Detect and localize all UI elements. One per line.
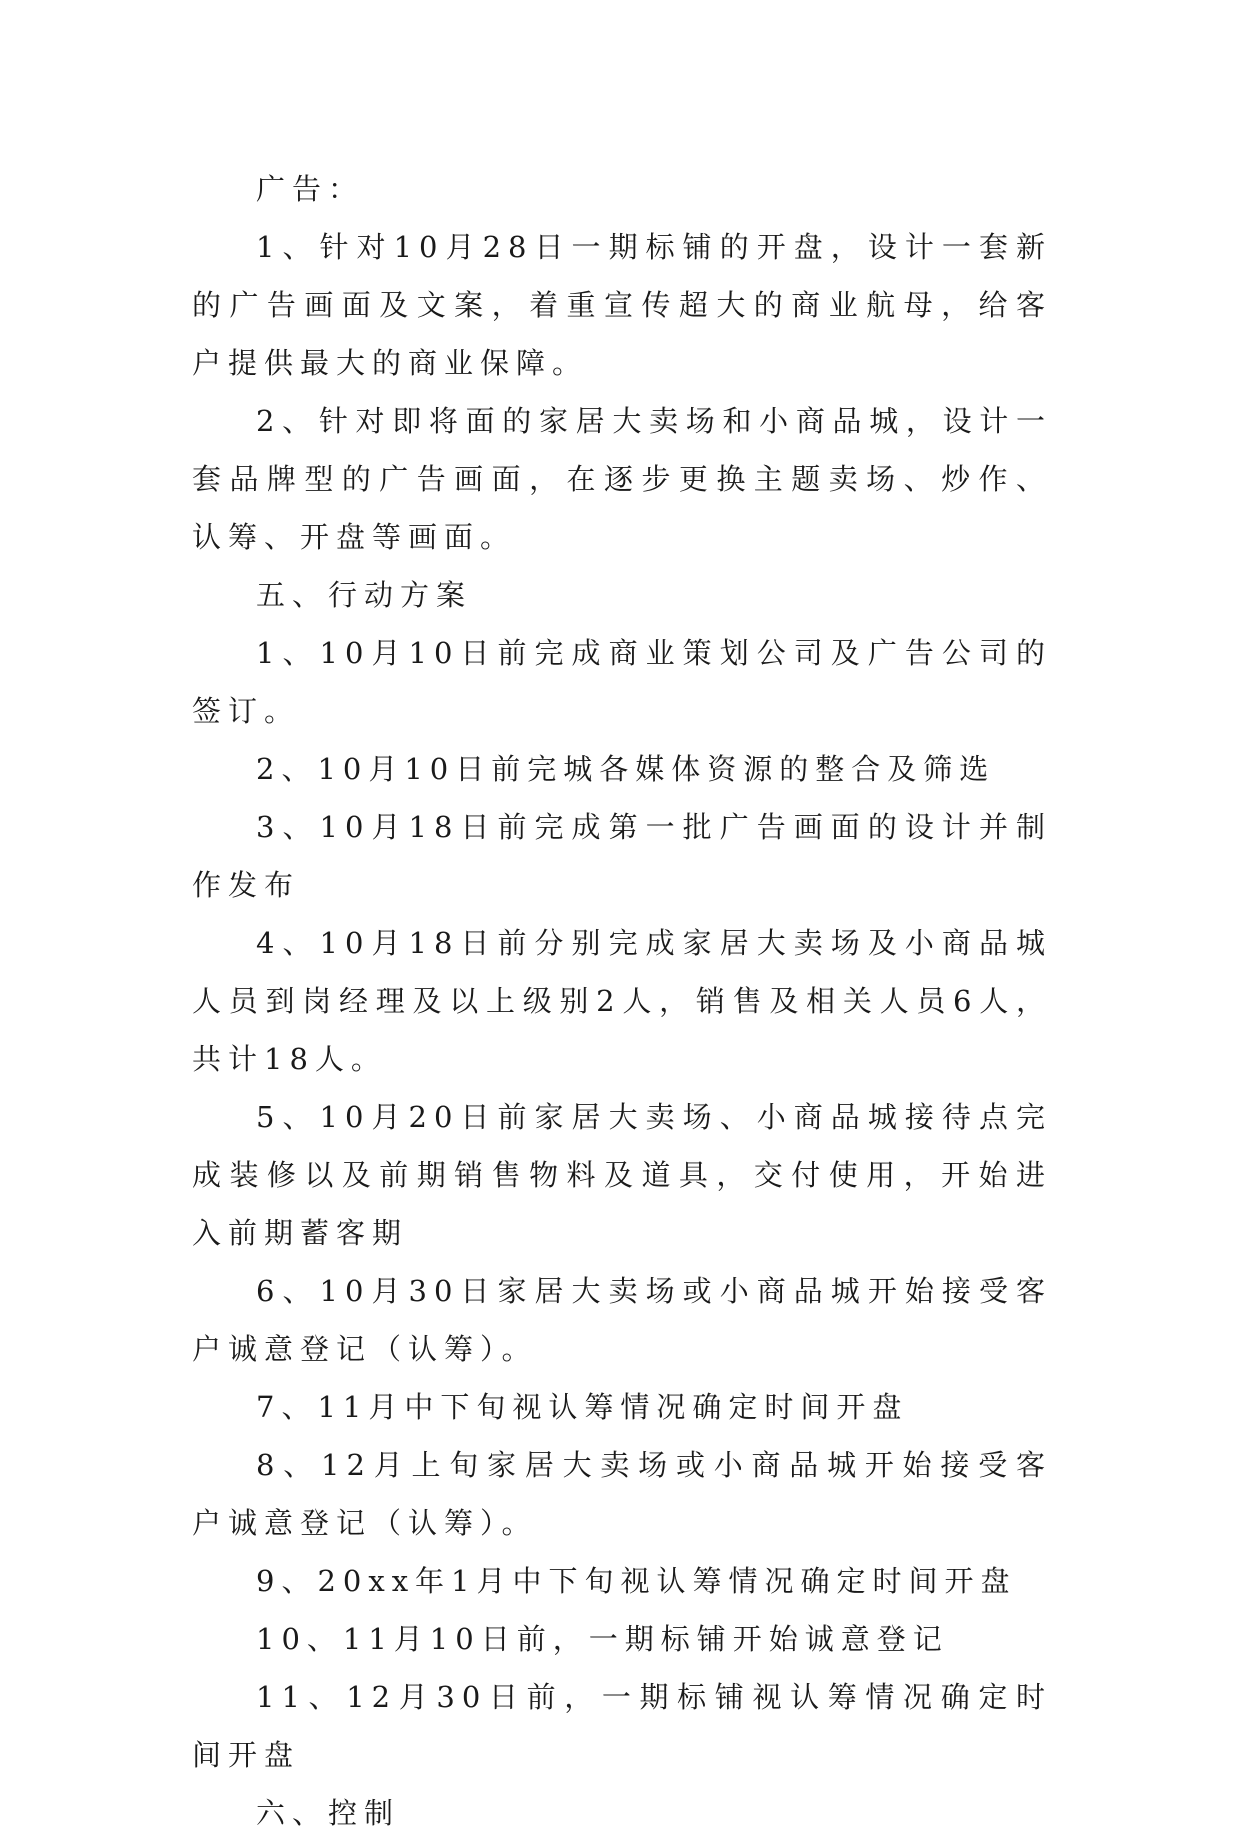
paragraph-item: 2、针对即将面的家居大卖场和小商品城，设计一套品牌型的广告画面，在逐步更换主题卖场、炒作、认筹、开盘等画面。 <box>192 404 1052 554</box>
paragraph-item: 2、10月10日前完城各媒体资源的整合及筛选 <box>256 752 996 786</box>
paragraph-item: 4、10月18日前分别完成家居大卖场及小商品城人员到岗经理及以上级别2人，销售及相关人员6人，共计18人。 <box>192 926 1052 1076</box>
paragraph-item: 5、10月20日前家居大卖场、小商品城接待点完成装修以及前期销售物料及道具，交付使用，开始进入前期蓄客期 <box>192 1100 1052 1250</box>
paragraph-item: 10、11月10日前，一期标铺开始诚意登记 <box>256 1622 949 1656</box>
paragraph-item: 8、12月上旬家居大卖场或小商品城开始接受客户诚意登记（认筹）。 <box>192 1448 1052 1540</box>
document-body <box>192 160 1052 1842</box>
paragraph-item: 1、针对10月28日一期标铺的开盘，设计一套新的广告画面及文案，着重宣传超大的商业航母，给客户提供最大的商业保障。 <box>192 230 1052 380</box>
paragraph-heading-ads: 广告： <box>256 172 365 206</box>
paragraph-item: 9、20xx年1月中下旬视认筹情况确定时间开盘 <box>256 1564 1017 1598</box>
paragraph-item: 11、12月30日前，一期标铺视认筹情况确定时间开盘 <box>192 1680 1052 1772</box>
paragraph-item: 1、10月10日前完成商业策划公司及广告公司的签订。 <box>192 636 1052 728</box>
paragraph-item: 7、11月中下旬视认筹情况确定时间开盘 <box>256 1390 909 1424</box>
section-heading-action-plan: 五、行动方案 <box>256 578 473 612</box>
paragraph-item: 6、10月30日家居大卖场或小商品城开始接受客户诚意登记（认筹）。 <box>192 1274 1052 1366</box>
paragraph-item: 3、10月18日前完成第一批广告画面的设计并制作发布 <box>192 810 1052 902</box>
section-heading-control: 六、控制 <box>256 1796 401 1830</box>
